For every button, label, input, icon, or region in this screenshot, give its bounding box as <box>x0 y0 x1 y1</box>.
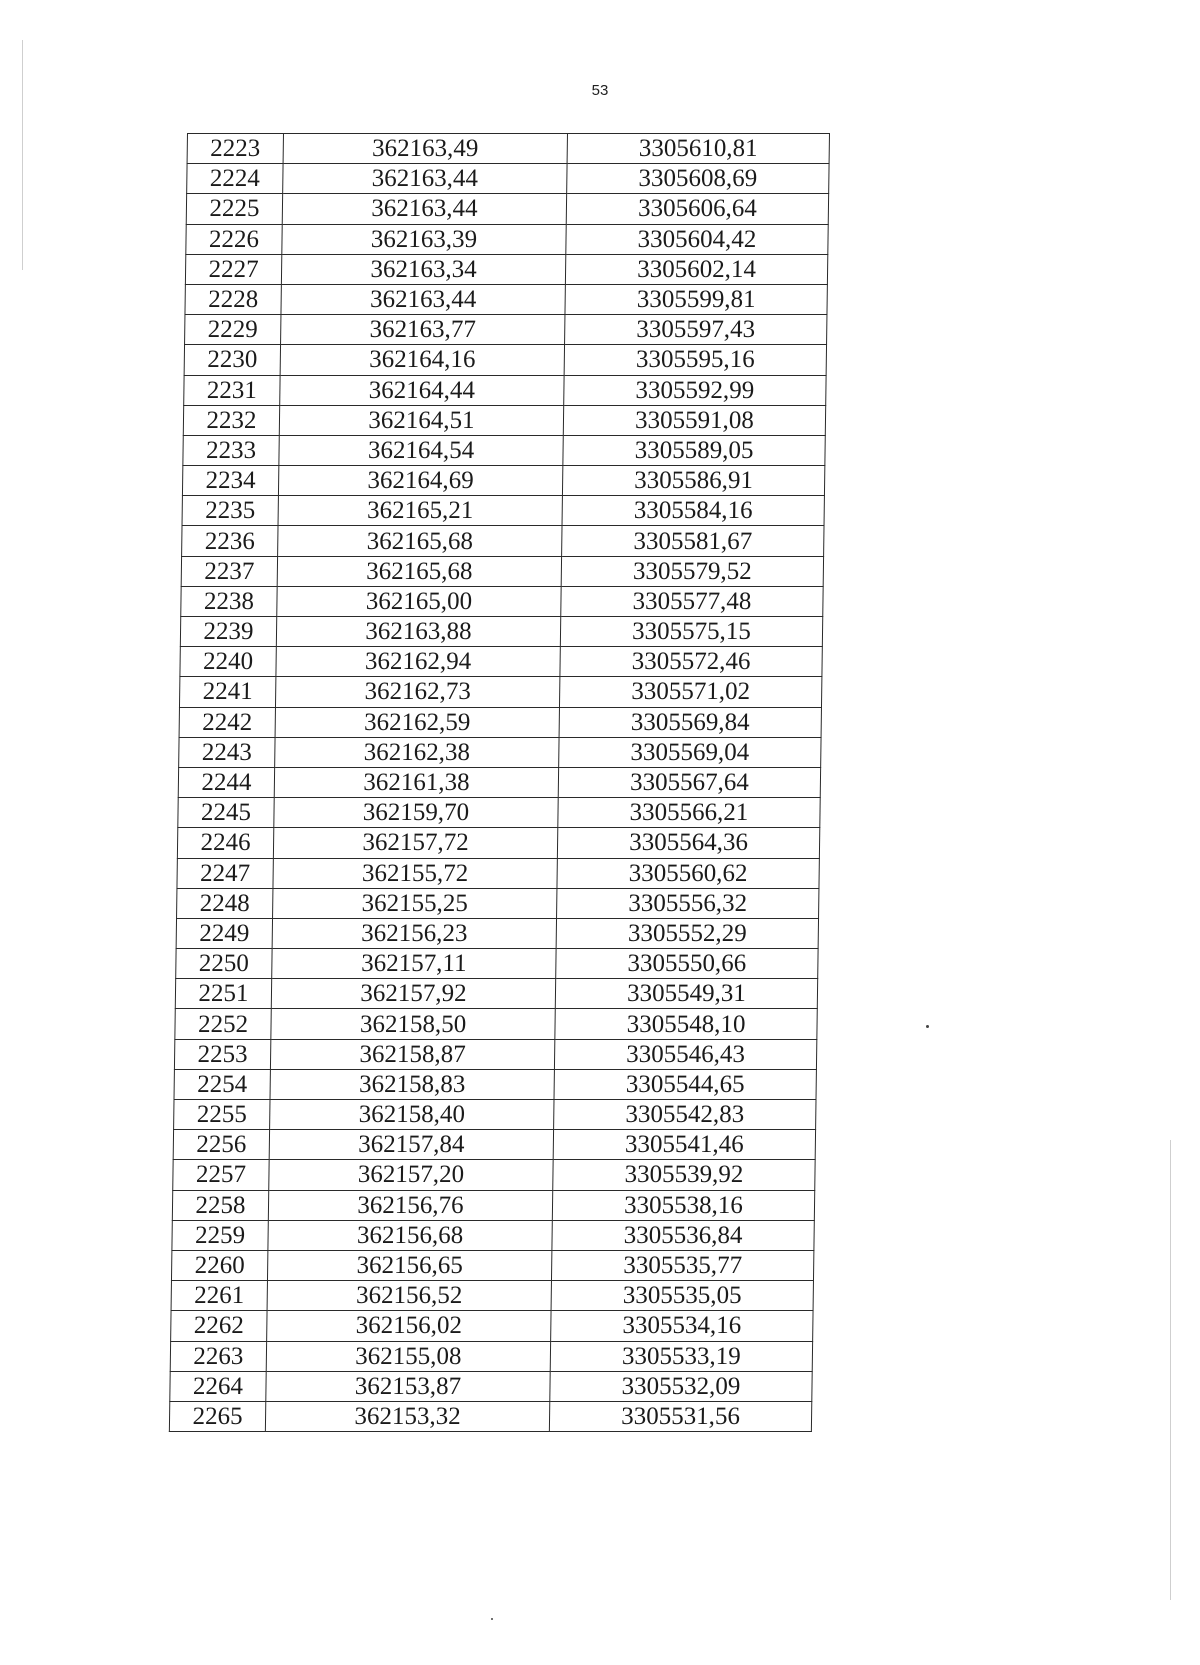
table-row <box>175 1009 817 1039</box>
x-coordinate-cell: 362164,44 <box>280 375 564 405</box>
scan-speck <box>926 1025 929 1028</box>
scan-edge-left <box>22 40 23 270</box>
x-coordinate-cell: 362163,44 <box>282 194 566 224</box>
x-coordinate-cell: 362164,69 <box>278 466 562 496</box>
table-row <box>184 375 826 405</box>
x-coordinate-cell: 362155,72 <box>273 858 557 888</box>
point-number-cell: 2253 <box>174 1039 270 1069</box>
point-number-cell: 2255 <box>174 1100 270 1130</box>
point-number-cell: 2228 <box>185 284 281 314</box>
x-coordinate-cell: 362157,20 <box>269 1160 553 1190</box>
table-row <box>177 888 819 918</box>
table-row <box>171 1250 813 1280</box>
y-coordinate-cell: 3305534,16 <box>551 1311 813 1341</box>
y-coordinate-cell: 3305608,69 <box>567 164 829 194</box>
x-coordinate-cell: 362165,68 <box>277 556 561 586</box>
point-number-cell: 2263 <box>170 1341 266 1371</box>
table-row <box>177 828 819 858</box>
y-coordinate-cell: 3305604,42 <box>566 224 828 254</box>
x-coordinate-cell: 362163,44 <box>283 164 567 194</box>
y-coordinate-cell: 3305531,56 <box>549 1401 811 1431</box>
point-number-cell: 2241 <box>179 677 275 707</box>
point-number-cell: 2260 <box>171 1250 267 1280</box>
y-coordinate-cell: 3305556,32 <box>557 888 819 918</box>
x-coordinate-cell: 362156,23 <box>272 918 556 948</box>
y-coordinate-cell: 3305602,14 <box>565 254 827 284</box>
x-coordinate-cell: 362165,00 <box>277 586 561 616</box>
table-row <box>185 254 827 284</box>
y-coordinate-cell: 3305597,43 <box>565 315 827 345</box>
point-number-cell: 2223 <box>187 134 283 164</box>
table-row <box>173 1160 815 1190</box>
y-coordinate-cell: 3305550,66 <box>556 949 818 979</box>
y-coordinate-cell: 3305566,21 <box>558 798 820 828</box>
y-coordinate-cell: 3305589,05 <box>563 435 825 465</box>
point-number-cell: 2239 <box>180 617 276 647</box>
x-coordinate-cell: 362162,59 <box>275 707 559 737</box>
x-coordinate-cell: 362158,87 <box>270 1039 554 1069</box>
point-number-cell: 2238 <box>181 586 277 616</box>
x-coordinate-cell: 362163,88 <box>276 617 560 647</box>
y-coordinate-cell: 3305579,52 <box>561 556 823 586</box>
table-row <box>182 496 824 526</box>
y-coordinate-cell: 3305592,99 <box>564 375 826 405</box>
table-row <box>173 1130 815 1160</box>
y-coordinate-cell: 3305595,16 <box>564 345 826 375</box>
x-coordinate-cell: 362163,34 <box>281 254 565 284</box>
table-row <box>171 1311 813 1341</box>
y-coordinate-cell: 3305567,64 <box>558 767 820 797</box>
x-coordinate-cell: 362158,83 <box>270 1069 554 1099</box>
y-coordinate-cell: 3305569,84 <box>559 707 821 737</box>
point-number-cell: 2224 <box>187 164 283 194</box>
x-coordinate-cell: 362164,51 <box>279 405 563 435</box>
y-coordinate-cell: 3305591,08 <box>563 405 825 435</box>
y-coordinate-cell: 3305572,46 <box>560 647 822 677</box>
point-number-cell: 2248 <box>177 888 273 918</box>
table-row <box>180 647 822 677</box>
point-number-cell: 2225 <box>186 194 282 224</box>
x-coordinate-cell: 362163,44 <box>281 284 565 314</box>
point-number-cell: 2258 <box>172 1190 268 1220</box>
x-coordinate-cell: 362157,84 <box>269 1130 553 1160</box>
point-number-cell: 2236 <box>182 526 278 556</box>
x-coordinate-cell: 362155,08 <box>266 1341 550 1371</box>
table-row <box>170 1371 812 1401</box>
point-number-cell: 2249 <box>176 918 272 948</box>
y-coordinate-cell: 3305569,04 <box>559 737 821 767</box>
table-row <box>170 1341 812 1371</box>
y-coordinate-cell: 3305560,62 <box>557 858 819 888</box>
y-coordinate-cell: 3305586,91 <box>562 466 824 496</box>
scan-speck <box>491 1618 493 1620</box>
y-coordinate-cell: 3305533,19 <box>550 1341 812 1371</box>
table-row <box>172 1190 814 1220</box>
table-row <box>180 617 822 647</box>
point-number-cell: 2247 <box>177 858 273 888</box>
y-coordinate-cell: 3305542,83 <box>554 1100 816 1130</box>
y-coordinate-cell: 3305606,64 <box>566 194 828 224</box>
table-row <box>185 315 827 345</box>
table-row <box>183 405 825 435</box>
table-row <box>174 1100 816 1130</box>
x-coordinate-cell: 362156,65 <box>267 1250 551 1280</box>
table-row <box>171 1281 813 1311</box>
y-coordinate-cell: 3305552,29 <box>556 918 818 948</box>
point-number-cell: 2261 <box>171 1281 267 1311</box>
y-coordinate-cell: 3305535,77 <box>551 1250 813 1280</box>
y-coordinate-cell: 3305581,67 <box>562 526 824 556</box>
scan-edge-right <box>1170 1140 1171 1600</box>
table-row <box>176 949 818 979</box>
y-coordinate-cell: 3305536,84 <box>552 1220 814 1250</box>
point-number-cell: 2240 <box>180 647 276 677</box>
x-coordinate-cell: 362163,39 <box>282 224 566 254</box>
x-coordinate-cell: 362164,54 <box>279 435 563 465</box>
point-number-cell: 2234 <box>182 466 278 496</box>
point-number-cell: 2257 <box>173 1160 269 1190</box>
table-row <box>178 798 820 828</box>
x-coordinate-cell: 362159,70 <box>274 798 558 828</box>
x-coordinate-cell: 362156,02 <box>267 1311 551 1341</box>
y-coordinate-cell: 3305539,92 <box>553 1160 815 1190</box>
table-row <box>174 1039 816 1069</box>
point-number-cell: 2264 <box>170 1371 266 1401</box>
x-coordinate-cell: 362157,92 <box>271 979 555 1009</box>
table-row <box>176 918 818 948</box>
x-coordinate-cell: 362157,11 <box>272 949 556 979</box>
table-row <box>169 1401 811 1431</box>
y-coordinate-cell: 3305532,09 <box>550 1371 812 1401</box>
table-row <box>187 134 829 164</box>
x-coordinate-cell: 362158,40 <box>270 1100 554 1130</box>
x-coordinate-cell: 362165,21 <box>278 496 562 526</box>
y-coordinate-cell: 3305599,81 <box>565 284 827 314</box>
table-row <box>182 466 824 496</box>
point-number-cell: 2226 <box>186 224 282 254</box>
x-coordinate-cell: 362161,38 <box>274 767 558 797</box>
table-row <box>179 677 821 707</box>
table-row <box>174 1069 816 1099</box>
point-number-cell: 2245 <box>178 798 274 828</box>
point-number-cell: 2231 <box>184 375 280 405</box>
coordinates-table <box>169 133 830 1432</box>
point-number-cell: 2265 <box>169 1401 265 1431</box>
table-row <box>177 858 819 888</box>
y-coordinate-cell: 3305535,05 <box>551 1281 813 1311</box>
point-number-cell: 2237 <box>181 556 277 586</box>
y-coordinate-cell: 3305538,16 <box>552 1190 814 1220</box>
table-row <box>181 586 823 616</box>
table-row <box>185 284 827 314</box>
x-coordinate-cell: 362153,87 <box>266 1371 550 1401</box>
point-number-cell: 2233 <box>183 435 279 465</box>
point-number-cell: 2251 <box>175 979 271 1009</box>
x-coordinate-cell: 362162,94 <box>276 647 560 677</box>
x-coordinate-cell: 362162,73 <box>275 677 559 707</box>
x-coordinate-cell: 362155,25 <box>273 888 557 918</box>
point-number-cell: 2229 <box>185 315 281 345</box>
x-coordinate-cell: 362158,50 <box>271 1009 555 1039</box>
point-number-cell: 2230 <box>184 345 280 375</box>
x-coordinate-cell: 362157,72 <box>273 828 557 858</box>
table-row <box>182 526 824 556</box>
point-number-cell: 2243 <box>179 737 275 767</box>
y-coordinate-cell: 3305577,48 <box>561 586 823 616</box>
x-coordinate-cell: 362162,38 <box>275 737 559 767</box>
table-row <box>186 194 828 224</box>
point-number-cell: 2254 <box>174 1069 270 1099</box>
table-row <box>172 1220 814 1250</box>
point-number-cell: 2250 <box>176 949 272 979</box>
table-row <box>184 345 826 375</box>
point-number-cell: 2259 <box>172 1220 268 1250</box>
x-coordinate-cell: 362163,77 <box>281 315 565 345</box>
x-coordinate-cell: 362156,68 <box>268 1220 552 1250</box>
table-row <box>183 435 825 465</box>
y-coordinate-cell: 3305544,65 <box>554 1069 816 1099</box>
table-row <box>186 224 828 254</box>
x-coordinate-cell: 362156,76 <box>268 1190 552 1220</box>
y-coordinate-cell: 3305610,81 <box>567 134 829 164</box>
table-row <box>175 979 817 1009</box>
table-row <box>179 737 821 767</box>
point-number-cell: 2232 <box>183 405 279 435</box>
y-coordinate-cell: 3305571,02 <box>559 677 821 707</box>
x-coordinate-cell: 362153,32 <box>265 1401 549 1431</box>
point-number-cell: 2227 <box>185 254 281 284</box>
x-coordinate-cell: 362164,16 <box>280 345 564 375</box>
y-coordinate-cell: 3305575,15 <box>560 617 822 647</box>
y-coordinate-cell: 3305541,46 <box>553 1130 815 1160</box>
x-coordinate-cell: 362165,68 <box>278 526 562 556</box>
y-coordinate-cell: 3305549,31 <box>555 979 817 1009</box>
y-coordinate-cell: 3305584,16 <box>562 496 824 526</box>
y-coordinate-cell: 3305546,43 <box>554 1039 816 1069</box>
point-number-cell: 2246 <box>177 828 273 858</box>
table-row <box>181 556 823 586</box>
point-number-cell: 2252 <box>175 1009 271 1039</box>
point-number-cell: 2235 <box>182 496 278 526</box>
table-row <box>179 707 821 737</box>
point-number-cell: 2256 <box>173 1130 269 1160</box>
x-coordinate-cell: 362163,49 <box>283 134 567 164</box>
table-row <box>187 164 829 194</box>
point-number-cell: 2242 <box>179 707 275 737</box>
page-number: 53 <box>591 82 609 99</box>
table-row <box>178 767 820 797</box>
y-coordinate-cell: 3305548,10 <box>555 1009 817 1039</box>
coordinates-table-body <box>169 134 829 1432</box>
x-coordinate-cell: 362156,52 <box>267 1281 551 1311</box>
point-number-cell: 2262 <box>171 1311 267 1341</box>
point-number-cell: 2244 <box>178 767 274 797</box>
y-coordinate-cell: 3305564,36 <box>557 828 819 858</box>
